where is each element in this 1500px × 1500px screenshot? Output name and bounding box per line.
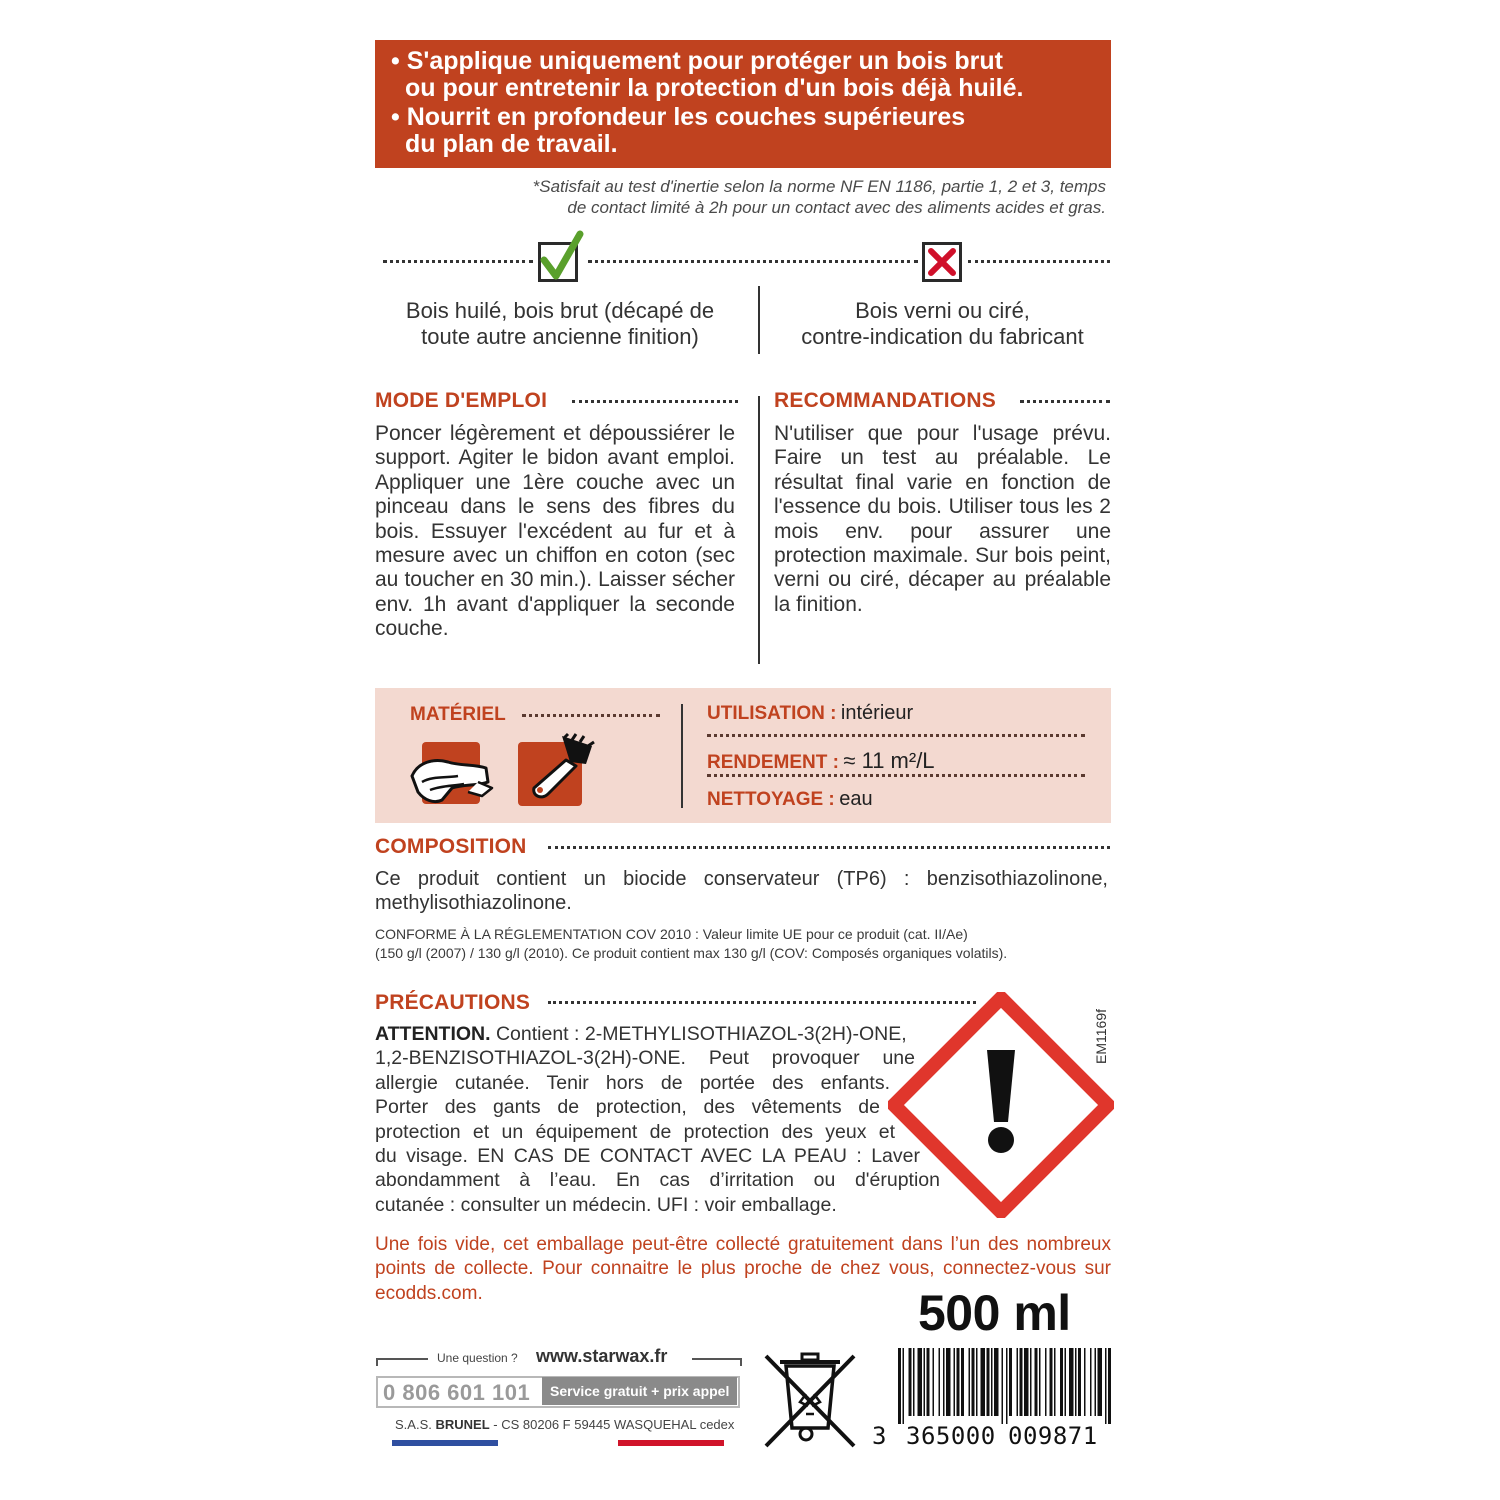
divider-dots: [522, 714, 660, 717]
barcode: [896, 1348, 1114, 1424]
footnote-line-1: *Satisfait au test d'inertie selon la norme NF EN 1186, partie 1, 2 et 3, temps: [532, 177, 1106, 196]
banner-line-4: du plan de travail.: [405, 130, 618, 158]
nettoyage-row: [707, 788, 873, 811]
precautions-text: [375, 1022, 940, 1217]
flag-blue-bar: [392, 1440, 498, 1446]
barcode-bar: [1078, 1348, 1081, 1416]
barcode-bar: [1045, 1348, 1047, 1416]
barcode-bar: [987, 1348, 990, 1416]
check-icon: [538, 230, 584, 284]
barcode-bar: [1020, 1348, 1023, 1416]
precautions-line-2: 1,2-BENZISOTHIAZOL-3(2H)-ONE. Peut provoquer une: [375, 1047, 915, 1070]
precautions-line-3: allergie cutanée. Tenir hors de portée des enfants.: [375, 1071, 890, 1094]
barcode-bar: [994, 1348, 999, 1416]
address-prefix: S.A.S.: [395, 1417, 432, 1432]
composition-title: COMPOSITION: [375, 835, 527, 858]
barcode-bar: [1105, 1348, 1107, 1424]
phone-number[interactable]: 0 806 601 101: [383, 1380, 531, 1405]
barcode-bar: [991, 1348, 993, 1416]
barcode-bar: [1060, 1348, 1063, 1416]
unsuitable-line-2: contre-indication du fabricant: [801, 324, 1084, 349]
composition-text: Ce produit contient un biocide conservateur (TP6) : benzisothiazolinone, methylisothiazolinone.: [375, 868, 1108, 915]
recommandations-title: RECOMMANDATIONS: [774, 389, 996, 412]
cov-notice: [375, 925, 1110, 963]
materiel-title: MATÉRIEL: [410, 704, 506, 725]
barcode-bar: [1098, 1348, 1103, 1416]
product-code: [1093, 1009, 1113, 1064]
footnote: [375, 176, 1106, 218]
divider-dots: [588, 260, 918, 263]
cross-icon: [925, 245, 959, 279]
barcode-bar: [1009, 1348, 1012, 1416]
barcode-bar: [972, 1348, 975, 1416]
hazard-pictogram-icon: [888, 992, 1114, 1218]
barcode-bar: [1075, 1348, 1077, 1416]
barcode-bar: [1065, 1348, 1067, 1416]
cov-line-2: (150 g/l (2007) / 130 g/l (2010). Ce produit contient max 130 g/l (COV: Composés organiques volatils).: [375, 945, 1008, 961]
barcode-bar: [918, 1348, 923, 1416]
barcode-bar: [1035, 1348, 1038, 1416]
barcode-bar: [976, 1348, 978, 1416]
barcode-group-2: 009871: [1008, 1422, 1098, 1450]
product-code-text: EM1169f: [1093, 1009, 1109, 1064]
rendement-label: RENDEMENT :: [707, 752, 839, 773]
nettoyage-label: NETTOYAGE :: [707, 789, 835, 810]
barcode-bar: [969, 1348, 971, 1416]
divider-dots: [572, 400, 738, 403]
barcode-first-digit: 3: [872, 1422, 887, 1450]
barcode-bar: [981, 1348, 986, 1416]
unsuitable-line-1: Bois verni ou ciré,: [855, 298, 1030, 323]
barcode-bar: [1039, 1348, 1041, 1416]
top-banner: [375, 40, 1111, 168]
utilisation-value: intérieur: [840, 702, 914, 724]
divider-dots: [548, 846, 1110, 849]
service-badge: Service gratuit + prix appel: [542, 1377, 737, 1405]
vertical-divider: [758, 286, 760, 354]
suitable-wood-text: [375, 298, 745, 350]
barcode-bar: [1050, 1348, 1053, 1416]
attention-label: ATTENTION.: [375, 1023, 491, 1045]
divider-dots: [1020, 400, 1110, 403]
brush-icon: [518, 732, 602, 808]
barcode-bar: [1030, 1348, 1032, 1416]
barcode-bar: [1108, 1348, 1111, 1424]
company-name: BRUNEL: [435, 1417, 490, 1432]
barcode-bar: [1069, 1348, 1074, 1416]
barcode-bar: [933, 1348, 935, 1416]
banner-line-2: ou pour entretenir la protection d'un bois déjà huilé.: [405, 74, 1024, 102]
cov-line-1: CONFORME À LA RÉGLEMENTATION COV 2010 : Valeur limite UE pour ce produit (cat. II/Ae): [375, 926, 968, 942]
vertical-divider: [758, 396, 760, 664]
precautions-title: PRÉCAUTIONS: [375, 991, 531, 1014]
company-address: [395, 1417, 734, 1432]
divider-dots: [707, 734, 1085, 737]
contact-bracket-left: [376, 1358, 428, 1366]
footnote-line-2: de contact limité à 2h pour un contact avec des aliments acides et gras.: [567, 198, 1106, 217]
banner-line-3: • Nourrit en profondeur les couches supérieures: [391, 103, 966, 131]
precautions-line-1-text: Contient : 2-METHYLISOTHIAZOL-3(2H)-ONE,: [495, 1023, 907, 1045]
barcode-bar: [913, 1348, 915, 1416]
mode-emploi-title: MODE D'EMPLOI: [375, 389, 548, 412]
banner-line-1: • S'applique uniquement pour protéger un bois brut: [391, 47, 1003, 75]
vertical-divider: [681, 704, 683, 808]
divider-dots: [968, 260, 1110, 263]
rendement-row: [707, 748, 935, 774]
rendement-value: ≈ 11 m²/L: [843, 748, 935, 773]
precautions-line-8: cutanée : consulter un médecin. UFI : voir emballage.: [375, 1193, 837, 1216]
barcode-bar: [961, 1348, 964, 1416]
barcode-bar: [943, 1348, 945, 1416]
recommandations-text: N'utiliser que pour l'usage prévu. Faire un test au préalable. Le résultat final varie en fonction de l'essence du bois. Utiliser tous les 2 mois env. pour assurer une protection maximale. Sur bois peint, verni ou ciré, décaper au préalable la finition.: [774, 422, 1111, 616]
unsuitable-wood-text: [770, 298, 1115, 350]
barcode-group-1: 365000: [906, 1422, 996, 1450]
divider-dots: [383, 260, 533, 263]
recycling-notice: Une fois vide, cet emballage peut-être collecté gratuitement dans l’un des nombreux points de collecte. Pour connaitre le plus proche de chez vous, connectez-vous sur ecodds.com.: [375, 1234, 1111, 1304]
divider-dots: [707, 774, 1085, 777]
barcode-bar: [1054, 1348, 1056, 1416]
barcode-bar: [1095, 1348, 1097, 1416]
barcode-bar: [1024, 1348, 1029, 1416]
barcode-bar: [1006, 1348, 1008, 1424]
precautions-line-7: abondamment à l’eau. En cas d’irritation ou d'éruption: [375, 1169, 940, 1192]
utilisation-row: [707, 702, 913, 725]
precautions-line-4: Porter des gants de protection, des vêtements de: [375, 1096, 880, 1119]
website-link[interactable]: www.starwax.fr: [536, 1346, 668, 1366]
address-rest: - CS 80206 F 59445 WASQUEHAL cedex: [493, 1417, 735, 1432]
suitable-line-1: Bois huilé, bois brut (décapé de: [405, 298, 715, 323]
cloth-icon: [408, 742, 494, 806]
barcode-bar: [927, 1348, 930, 1416]
contact-bracket-right: [692, 1358, 742, 1366]
barcode-bar: [924, 1348, 926, 1416]
precautions-line-5: protection et un équipement de protection des yeux et: [375, 1120, 895, 1143]
barcode-bar: [1017, 1348, 1019, 1416]
barcode-bar: [1002, 1348, 1004, 1424]
precautions-line-6: du visage. EN CAS DE CONTACT AVEC LA PEAU : Laver: [375, 1145, 920, 1168]
precautions-line-1: [375, 1022, 940, 1046]
utilisation-label: UTILISATION :: [707, 703, 837, 724]
barcode-bar: [954, 1348, 956, 1416]
barcode-bar: [909, 1348, 912, 1416]
barcode-bar: [1084, 1348, 1086, 1416]
barcode-bar: [946, 1348, 951, 1416]
flag-red-bar: [618, 1440, 724, 1446]
suitable-line-2: toute autre ancienne finition): [421, 324, 699, 349]
barcode-bar: [1090, 1348, 1092, 1416]
nettoyage-value: eau: [839, 788, 873, 810]
volume-label: 500 ml: [918, 1285, 1071, 1341]
barcode-bar: [939, 1348, 941, 1416]
barcode-bar: [898, 1348, 901, 1424]
barcode-bar: [903, 1348, 905, 1424]
crossed-bin-icon: [762, 1350, 858, 1450]
barcode-bar: [957, 1348, 960, 1416]
question-label: Une question ?: [437, 1351, 518, 1365]
mode-emploi-text: Poncer légèrement et dépoussiérer le support. Agiter le bidon avant emploi. Appliquer une 1ère couche avec un pinceau dans le sens des fibres du bois. Essuyer l'excédent au fur et à mesure avec un chiffon en coton (sec au toucher en 30 min.). Laisser sécher env. 1h avant d'appliquer la seconde couche.: [375, 422, 735, 641]
